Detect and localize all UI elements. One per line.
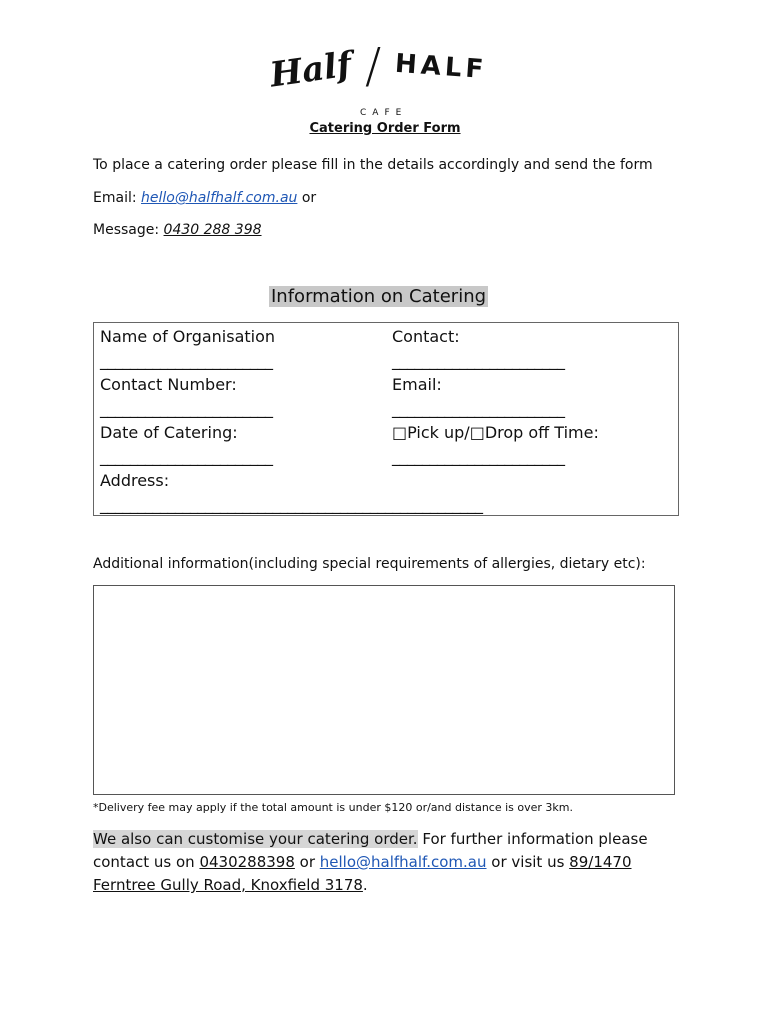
footer-paragraph: [93, 828, 693, 897]
message-phone: 0430 288 398: [163, 222, 262, 238]
footer-email-link[interactable]: hello@halfhalf.com.au: [319, 853, 487, 871]
logo-subtitle: CAFE: [360, 108, 408, 118]
email-suffix: or: [297, 190, 317, 206]
footer-text: For further information please contact us on: [93, 830, 648, 871]
footer-visit: or visit us: [486, 853, 570, 871]
date-label: Date of Catering:: [100, 423, 238, 442]
logo-script-text: Half: [267, 44, 355, 96]
contact-number-label: Contact Number:: [100, 375, 237, 394]
address-label: Address:: [100, 471, 170, 490]
time-field[interactable]: _______________________: [392, 447, 565, 466]
additional-info-label: Additional information(including special requirements of allergies, dietary etc):: [93, 556, 646, 572]
additional-info-textarea[interactable]: [93, 585, 675, 795]
email-label-field: Email:: [392, 375, 442, 394]
footer-phone[interactable]: 0430288398: [199, 853, 295, 871]
delivery-note: *Delivery fee may apply if the total amount is under $120 or/and distance is over 3km.: [93, 801, 573, 814]
email-field[interactable]: _______________________: [392, 399, 565, 418]
contact-field[interactable]: _______________________: [392, 351, 565, 370]
date-field[interactable]: _______________________: [100, 447, 273, 466]
message-label: Message:: [93, 222, 164, 238]
catering-info-box: [93, 322, 679, 516]
page-title: Catering Order Form: [309, 121, 461, 136]
footer-highlight: We also can customise your catering order.: [93, 830, 418, 848]
address-field[interactable]: ___________________________________________________: [100, 495, 483, 514]
email-line: [93, 190, 316, 206]
logo-block-text: HALF: [394, 48, 489, 86]
message-line: [93, 222, 262, 238]
logo-slash: /: [365, 38, 382, 94]
contact-label: Contact:: [392, 327, 460, 346]
pickup-dropoff-label[interactable]: □Pick up/□Drop off Time:: [392, 423, 599, 442]
footer-address: 89/1470 Ferntree Gully Road, Knoxfield 3178: [93, 853, 632, 894]
email-link[interactable]: hello@halfhalf.com.au: [141, 190, 298, 206]
footer-or: or: [294, 853, 320, 871]
org-label: Name of Organisation: [100, 327, 276, 346]
email-label: Email:: [93, 190, 142, 206]
section-heading: Information on Catering: [271, 286, 487, 307]
footer-end: .: [362, 876, 368, 894]
cafe-logo: [267, 38, 510, 122]
org-field[interactable]: _______________________: [100, 351, 273, 370]
contact-number-field[interactable]: _______________________: [100, 399, 273, 418]
intro-text: To place a catering order please fill in the details accordingly and send the form: [93, 157, 653, 173]
